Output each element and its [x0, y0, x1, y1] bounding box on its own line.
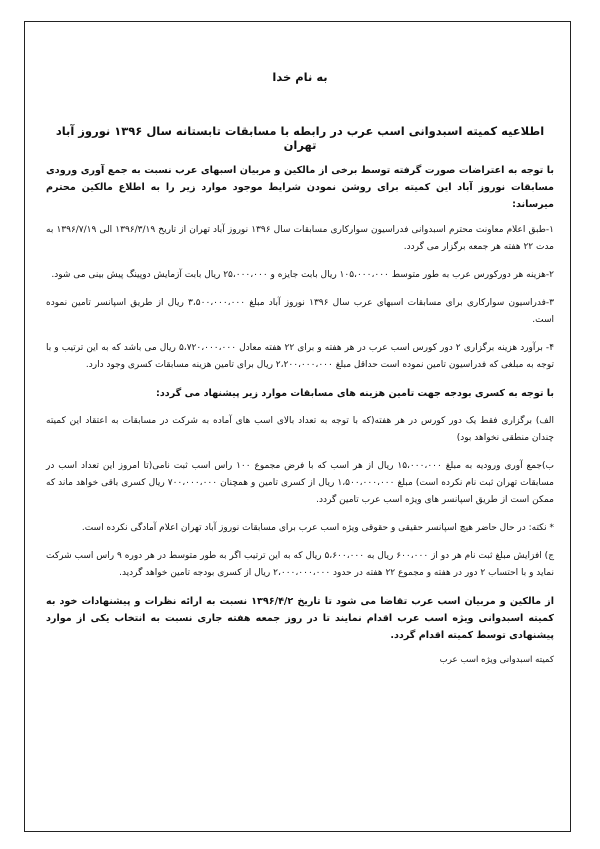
item-2: ۲-هزینه هر دورکورس عرب به طور متوسط ۱۰۵،۰۰۰،۰۰۰ ریال بابت جایزه و ۲۵،۰۰۰،۰۰۰ ریال بابت آزمایش دوپینگ پیش بینی می شود. [51, 270, 554, 280]
signature: کمیته اسبدوانی ویژه اسب عرب [439, 655, 554, 665]
item-1: ۱-طبق اعلام معاونت محترم اسبدوانی فدراسیون سوارکاری مسابقات سال ۱۳۹۶ نوروز آباد تهران از تاریخ ۱۳۹۶/۳/۱۹ الی ۱۳۹۶/۷/۱۹ به مدت ۲۲ هفته هر جمعه برگزار می گردد. [46, 225, 554, 252]
proposal-jim: ج) افزایش مبلغ ثبت نام هر دو از ۶۰۰،۰۰۰ ریال به ۵،۶۰۰،۰۰۰ ریال که به این ترتیب اگر به طور متوسط در هر دوره ۹ راس اسب شرکت نماید و با احتساب ۲ دور در هفته و مجموع ۲۲ هفته در حدود ۲،۰۰۰،۰۰۰،۰۰۰ ریال از کسری بودجه تامین خواهد گردید. [46, 551, 555, 578]
closing-paragraph: از مالکین و مربیان اسب عرب تقاضا می شود تا تاریخ ۱۳۹۶/۴/۲ نسبت به ارائه نظرات و پیشنهادات خود به کمیته اسبدوانی ویژه اسب عرب اقدام نمایند تا در روز جمعه هفته جاری نسبت به انتخاب یکی از موارد پیشنهادی توسط کمیته اقدام گردد. [46, 596, 554, 641]
proposal-be: ب)جمع آوری ورودیه به مبلغ ۱۵،۰۰۰،۰۰۰ ریال از هر اسب که با فرض مجموع ۱۰۰ راس اسب ثبت نامی(تا امروز این تعداد اسب در مسابقات تهران ثبت نام نکرده است) مبلغ ۱،۵۰۰،۰۰۰،۰۰۰ ریال از کسری تامین و همچنان ۷۰۰،۰۰۰،۰۰۰ ریال کسری باقی خواهد ماند که ممکن است از طریق اسپانسر های ویژه اسب عرب تامین گردد. [46, 461, 554, 505]
announcement-title: اطلاعیه کمیته اسبدوانی اسب عرب در رابطه با مسابقات تابستانه سال ۱۳۹۶ نوروز آباد تهران [55, 124, 545, 152]
proposal-heading: با توجه به کسری بودجه جهت تامین هزینه های مسابقات موارد زیر پیشنهاد می گردد: [156, 388, 554, 399]
item-3: ۳-فدراسیون سوارکاری برای مسابقات اسبهای عرب سال ۱۳۹۶ نوروز آباد مبلغ ۳،۵۰۰،۰۰۰،۰۰۰ ریال از طریق اسپانسر تامین نموده است. [46, 298, 555, 325]
item-4: ۴- برآورد هزینه برگزاری ۲ دور کورس اسب عرب در هر هفته و برای ۲۲ هفته معادل ۵،۷۲۰،۰۰۰،۰۰۰ ریال می باشد که به این ترتیب و با توجه به مبلغی که فدراسیون تامین نموده است حداقل مبلغ ۲،۲۰۰،۰۰۰،۰۰۰ ریال برای تامین هزینه مسابقات کسری وجود دارد. [46, 343, 555, 370]
proposal-alef: الف) برگزاری فقط یک دور کورس در هر هفته(که با توجه به تعداد بالای اسب های آماده به شرکت در مسابقات به اعتقاد این کمیته چندان منطقی نخواهد بود) [46, 416, 554, 443]
document-body [46, 70, 554, 665]
bismillah-heading: به نام خدا [272, 70, 328, 84]
intro-paragraph: با توجه به اعتراضات صورت گرفته توسط برخی از مالکین و مربیان اسبهای عرب نسبت به جمع آوری ورودی مسابقات نوروز آباد این کمیته برای روشن نمودن شرایط موجود موارد زیر را به اطلاع مالکین محترم میرساند: [46, 165, 554, 210]
note-paragraph: * نکته: در حال حاضر هیچ اسپانسر حقیقی و حقوقی ویژه اسب عرب برای مسابقات نوروز آباد تهران اعلام آمادگی نکرده است. [81, 523, 554, 533]
